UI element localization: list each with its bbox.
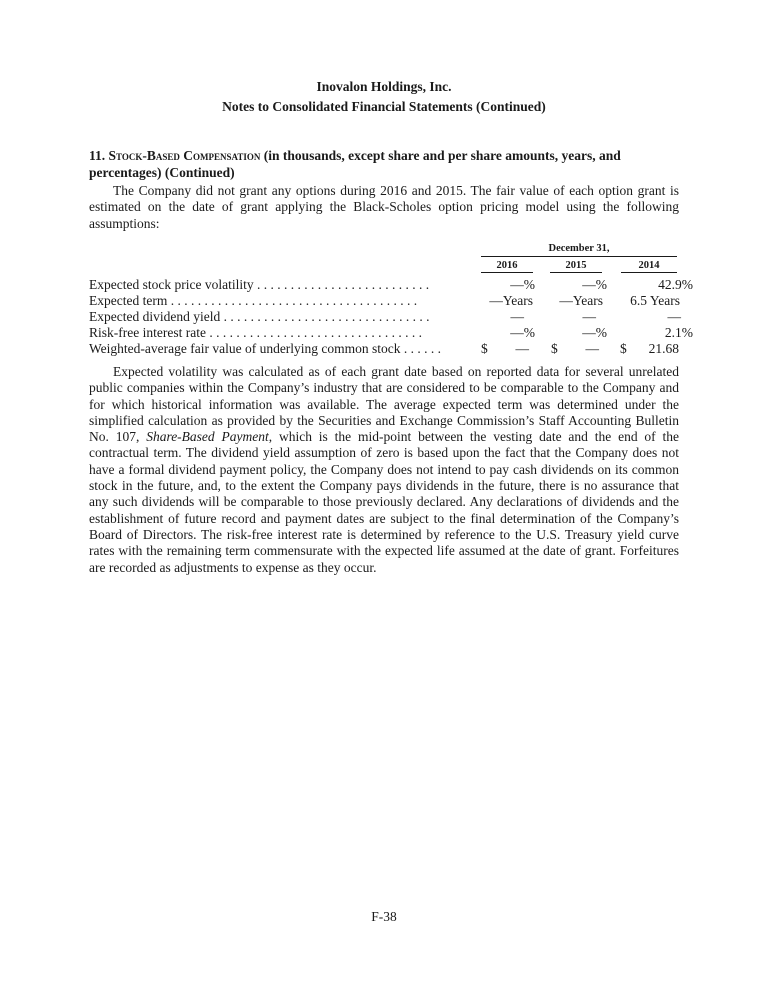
cell-2014: —	[667, 309, 681, 324]
row-label: Weighted-average fair value of underlying common stock . . . . . .	[89, 341, 442, 356]
dollar-sign-2016: $	[481, 341, 488, 356]
cell-2014: 42.9%	[658, 277, 693, 292]
cell-2015: —%	[582, 277, 607, 292]
year-header-2015: 2015	[550, 260, 602, 273]
section-number: 11.	[89, 148, 106, 163]
table-row	[89, 277, 694, 293]
year-header-2014: 2014	[621, 260, 677, 273]
row-label: Risk-free interest rate . . . . . . . . . . . . . . . . . . . . . . . . . . . . . . . .	[89, 325, 422, 340]
intro-paragraph: The Company did not grant any options during 2016 and 2015. The fair value of each option grant is estimated on the date of grant applying the Black-Scholes option pricing model using the following assumptions:	[89, 183, 679, 231]
dollar-sign-2015: $	[551, 341, 558, 356]
section-qualifier: (in thousands, except share and per share amounts, years, and percentages) (Continued)	[89, 148, 621, 180]
cell-2015: —Years	[559, 293, 603, 308]
document-subtitle: Notes to Consolidated Financial Statements (Continued)	[222, 99, 546, 114]
document-title: Inovalon Holdings, Inc.	[316, 79, 452, 94]
row-label: Expected dividend yield . . . . . . . . . . . . . . . . . . . . . . . . . . . . . . .	[89, 309, 430, 324]
cell-2014: 21.68	[648, 341, 679, 356]
table-row	[89, 293, 694, 309]
table-group-header: December 31,	[481, 243, 677, 257]
cell-2014: 2.1%	[664, 325, 693, 340]
row-label: Expected stock price volatility . . . . . . . . . . . . . . . . . . . . . . . . . .	[89, 277, 430, 292]
cell-2016: —	[510, 309, 524, 324]
row-label: Expected term . . . . . . . . . . . . . . . . . . . . . . . . . . . . . . . . . . . . .	[89, 293, 418, 308]
section-name: Stock-Based Compensation	[108, 148, 261, 163]
page-number: F-38	[371, 909, 397, 924]
cell-2016: —Years	[489, 293, 533, 308]
cell-2016: —%	[510, 277, 535, 292]
bulletin-title: Share-Based Payment	[146, 429, 269, 445]
year-header-2016: 2016	[481, 260, 533, 273]
cell-2016: —%	[510, 325, 535, 340]
cell-2015: —%	[582, 325, 607, 340]
table-row	[89, 341, 694, 357]
table-row	[89, 325, 694, 341]
cell-2014: 6.5 Years	[630, 293, 680, 308]
volatility-paragraph: Expected volatility was calculated as of each grant date based on reported data for several unrelated public companies within the Company’s industry that are considered to be comparable to the Company and for which historical information was available. The average expected term was determined under the simplified calculation as provided by the Securities and Exchange Commission’s Staff Accounting Bulletin No. 107, Share-Based Payment, which is the mid-point between the vesting date and the end of the contractual term. The dividend yield assumption of zero is based upon the fact that the Company does not have a formal dividend payment policy, the Company does not intend to pay cash dividends on its common stock in the future, and, to the extent the Company pays dividends in the future, there is no assurance that any such dividends will be comparable to those previously declared. Any declarations of dividends and the establishment of future record and payment dates are subject to the final determination of the Company’s Board of Directors. The risk-free interest rate is determined by reference to the U.S. Treasury yield curve rates with the remaining term commensurate with the expected life assumed at the date of grant. Forfeitures are recorded as adjustments to expense as they occur.	[89, 364, 679, 575]
cell-2015: —	[585, 341, 599, 356]
cell-2016: —	[515, 341, 529, 356]
section-heading	[89, 147, 679, 181]
table-row	[89, 309, 694, 325]
cell-2015: —	[582, 309, 596, 324]
dollar-sign-2014: $	[620, 341, 627, 356]
